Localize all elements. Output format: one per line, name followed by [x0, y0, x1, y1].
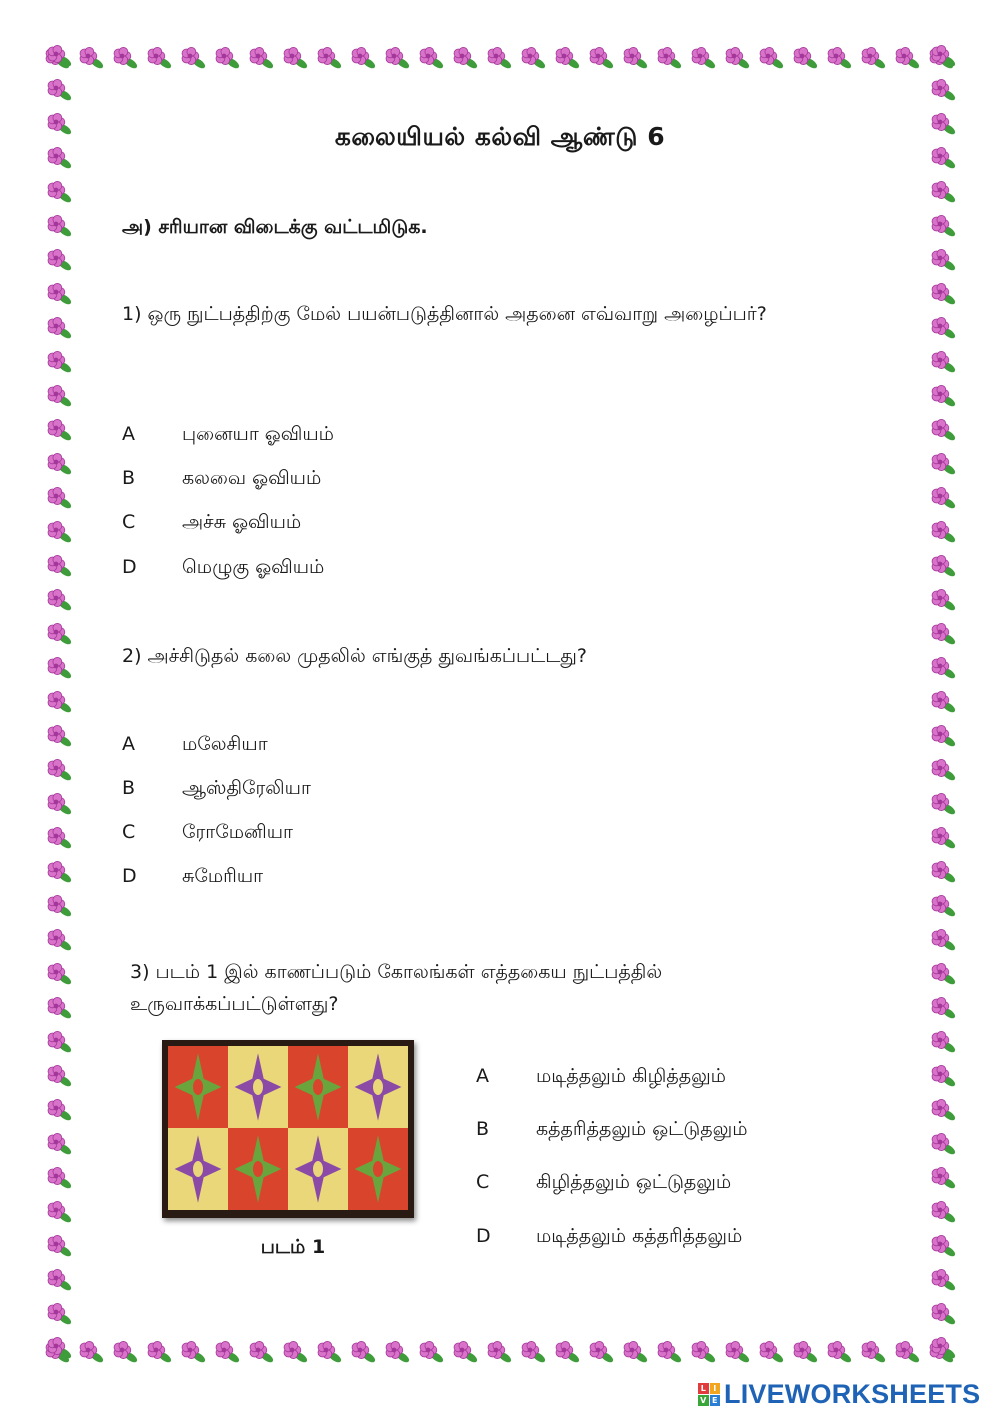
floral-border-left [40, 40, 76, 1370]
option-letter: B [476, 1118, 490, 1140]
option-letter: C [476, 1171, 490, 1193]
option-text: மடித்தலும் கத்தரித்தலும் [536, 1225, 743, 1247]
question-2-text: 2) அச்சிடுதல் கலை முதலில் எங்குத் துவங்கப்பட்டது? [122, 645, 587, 667]
option-letter: A [122, 423, 135, 445]
option-text: சுமேரியா [182, 865, 264, 887]
option-text: ரோமேனியா [182, 821, 293, 843]
flower-garland-icon [40, 40, 76, 1370]
flower-garland-icon [40, 1334, 960, 1370]
option-letter: C [122, 821, 136, 843]
option-text: மலேசியா [182, 733, 268, 755]
paper-cut-pattern-icon [162, 1040, 414, 1218]
option-text: கத்தரித்தலும் ஒட்டுதலும் [536, 1118, 748, 1140]
flower-garland-icon [924, 40, 960, 1370]
option-letter: C [122, 511, 136, 533]
option-text: அச்சு ஓவியம் [182, 511, 302, 533]
flower-garland-icon [40, 40, 960, 76]
figure-1-mosaic-image [162, 1040, 414, 1218]
option-letter: A [122, 733, 135, 755]
floral-border-top [40, 40, 960, 76]
question-1-text: 1) ஒரு நுட்பத்திற்கு மேல் பயன்படுத்தினால் அதனை எவ்வாறு அழைப்பர்? [122, 303, 767, 325]
liveworksheets-logo[interactable] [698, 1380, 980, 1408]
option-letter: A [476, 1065, 489, 1087]
option-text: புனையா ஓவியம் [182, 423, 334, 445]
option-letter: D [122, 556, 137, 578]
option-text: ஆஸ்திரேலியா [182, 777, 311, 799]
option-letter: D [122, 865, 137, 887]
figure-caption: படம் 1 [260, 1236, 326, 1258]
option-text: கிழித்தலும் ஒட்டுதலும் [536, 1171, 732, 1193]
live-badge-icon: L I V E [698, 1383, 720, 1405]
option-text: மடித்தலும் கிழித்தலும் [536, 1065, 726, 1087]
option-letter: D [476, 1225, 491, 1247]
worksheet-title: கலையியல் கல்வி ஆண்டு 6 [334, 122, 666, 151]
option-text: மெழுகு ஓவியம் [182, 556, 325, 578]
floral-border-right [924, 40, 960, 1370]
option-letter: B [122, 777, 136, 799]
section-instruction: அ) சரியான விடைக்கு வட்டமிடுக. [122, 216, 428, 238]
option-letter: B [122, 467, 136, 489]
question-3-text: 3) படம் 1 இல் காணப்படும் கோலங்கள் எத்தகைய நுட்பத்தில் உருவாக்கப்பட்டுள்ளது? [130, 961, 663, 1015]
brand-name: LIVEWORKSHEETS [724, 1378, 981, 1409]
option-text: கலவை ஓவியம் [182, 467, 322, 489]
floral-border-bottom [40, 1334, 960, 1370]
